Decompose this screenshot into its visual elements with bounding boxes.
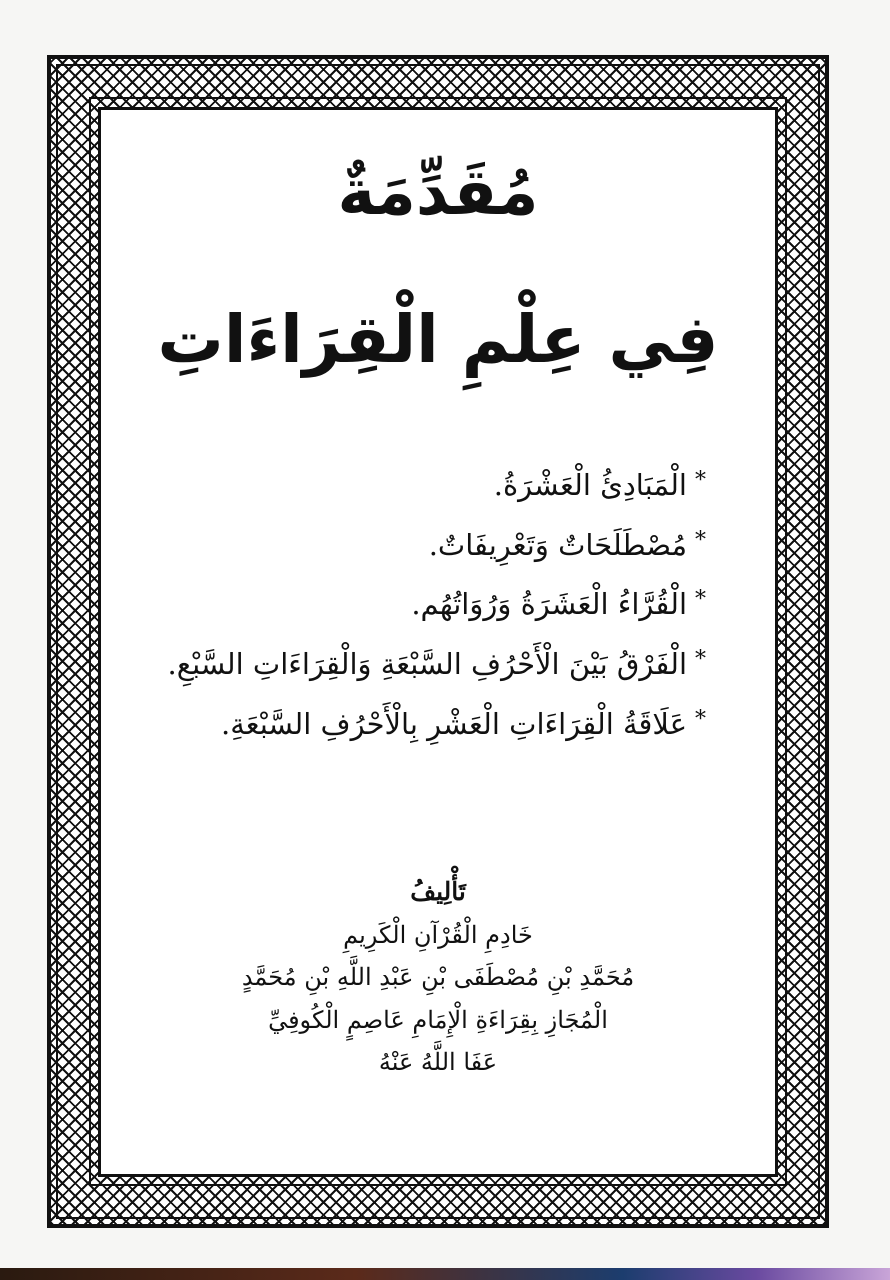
topic-item: [118, 467, 706, 505]
author-block: [98, 872, 778, 1086]
cover-content: [98, 107, 778, 1177]
author-label: تَأْلِيفُ: [410, 877, 466, 906]
topics-list: [118, 467, 706, 765]
topic-text: الْقُرَّاءُ الْعَشَرَةُ وَرُوَاتُهُم.: [411, 587, 687, 622]
bullet-icon: *: [695, 468, 706, 493]
topic-text: الْمَبَادِئُ الْعَشْرَةُ.: [493, 468, 687, 502]
title-line-1: مُقَدِّمَةٌ: [337, 156, 539, 230]
topic-item: [118, 706, 706, 744]
author-credential: الْمُجَازِ بِقِرَاءَةِ الْإِمَامِ عَاصِمٍ الْكُوفِيِّ: [268, 1005, 608, 1034]
topic-text: مُصْطَلَحَاتٌ وَتَعْرِيفَاتٌ.: [428, 527, 687, 562]
bullet-icon: *: [695, 587, 706, 613]
title-line-2: فِي عِلْمِ الْقِرَاءَاتِ: [157, 301, 719, 378]
topic-item: [118, 586, 706, 624]
photo-edge-strip: [0, 1268, 890, 1280]
topic-text: عَلَاقَةُ الْقِرَاءَاتِ الْعَشْرِ بِالْأَحْرُفِ السَّبْعَةِ.: [221, 706, 687, 741]
bullet-icon: *: [695, 647, 706, 673]
topic-item: [118, 646, 706, 684]
author-epithet: خَادِمِ الْقُرْآنِ الْكَرِيمِ: [343, 921, 533, 949]
topic-text: الْفَرْقُ بَيْنَ الْأَحْرُفِ السَّبْعَةِ وَالْقِرَاءَاتِ السَّبْعِ.: [167, 647, 687, 682]
author-name: مُحَمَّدِ بْنِ مُصْطَفَى بْنِ عَبْدِ اللَّهِ بْنِ مُحَمَّدٍ: [241, 963, 635, 992]
topic-item: [118, 527, 706, 565]
author-supplication: عَفَا اللَّهُ عَنْهُ: [378, 1048, 498, 1077]
bullet-icon: *: [695, 527, 706, 553]
bullet-icon: *: [695, 706, 706, 732]
